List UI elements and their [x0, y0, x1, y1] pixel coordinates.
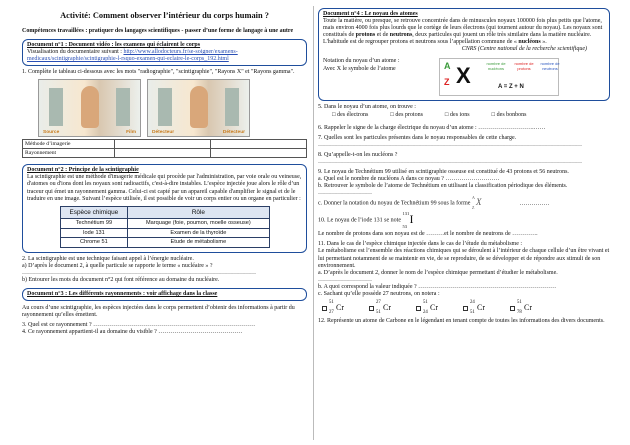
document-1: [22, 39, 307, 66]
q1-answer-table: [22, 139, 307, 158]
checkbox[interactable]: [463, 306, 468, 311]
detector-plate-right: [225, 88, 239, 126]
detector-plate-left: [158, 88, 172, 126]
question-2b: b) Entourer les mots du document n°2 qui font référence au domaine du nucléaire.: [22, 277, 220, 284]
caption-film: Film: [126, 129, 136, 135]
checkbox[interactable]: [510, 306, 515, 311]
isotope-mass: 24: [470, 300, 475, 306]
document-1-body: [27, 49, 302, 63]
isotope-option[interactable]: [463, 301, 496, 315]
answer-line-9c[interactable]: ……………: [519, 200, 550, 207]
isotope-option[interactable]: [369, 301, 402, 315]
isotope-atomic: 51: [470, 310, 475, 316]
nucleus-notation-row: [323, 58, 605, 96]
doc4-text-part: Toute la matière, ou presque, se retrouve concentrée dans de minuscules noyaux 100000 fois plus petits que l'atome, mais environ 4000 fois plus lourds que le cortège de leurs électrons (qui tournent autour du noyau). Les noyaux sont constitués de: [323, 18, 603, 39]
competences: Compétences travaillées : pratiquer des langages scientifiques - passer d’une forme de langage à une autre: [22, 27, 294, 34]
question-4[interactable]: 4. Ce rayonnement appartient-il au domaine du visible ? ……………………………………: [22, 328, 243, 335]
question-9a[interactable]: a. Quel est le nombre de nucléons A dans ce noyau ? ………………………: [318, 176, 500, 183]
isotope-mass: 51: [423, 300, 428, 306]
isotope-atomic: 78: [517, 310, 522, 316]
answer-line-2a[interactable]: ………………………………………………………………………………………………………: [22, 270, 256, 277]
element-symbol: X: [456, 63, 471, 89]
notation-symbol-note: Avec X le symbole de l’atome: [323, 65, 396, 72]
document-4-source: CNRS (Centre national de la recherche scientifique): [461, 46, 587, 53]
species-cell: Iode 131: [60, 228, 128, 238]
option-ions[interactable]: □ des ions: [444, 111, 470, 118]
radiography-photo: [38, 79, 141, 137]
table-row: [60, 228, 269, 238]
doc4-text-part: et de: [375, 32, 390, 39]
isotope-element: Cr: [383, 303, 391, 313]
question-5: 5. Dans le noyau d’un atome, on trouve :: [318, 104, 416, 111]
question-2a: a) D’après le document 2, à quelle particule se rapporte le terme « nucléaire » ?: [22, 263, 213, 270]
label-nucleons: nombre de nucléons: [486, 61, 506, 72]
scintigraphy-photo: [147, 79, 250, 137]
doc4-text-part: L'habitude est de regrouper protons et neutrons sous l’appellation commune de «: [323, 39, 519, 46]
nucleus-notation-diagram: [439, 58, 559, 96]
checkbox[interactable]: [416, 306, 421, 311]
document-4-heading: Document n°4 : Le noyau des atomes: [323, 11, 418, 17]
question-10-answer[interactable]: Le nombre de protons dans son noyau est de ………et le nombre de neutrons de ………….: [318, 231, 538, 238]
isotope-mass: 51: [329, 300, 334, 306]
notation-text: [323, 58, 435, 72]
question-12: 12. Représente un atome de Carbone en le légendant en tenant compte de toutes les informations des divers documents.: [318, 318, 605, 325]
question-11: 11. Dans le cas de l’espèce chimique injectée dans le cas de l’étude du métabolisme :: [318, 241, 523, 248]
imaging-photos: [38, 79, 307, 137]
question-11-text: Le métabolisme est l’ensemble des réactions chimiques qui se déroulent à l’intérieur de chaque cellule d’un être vivant et lui permettant notamment de se maintenir en vie, de se reproduire, de se développer et de répondre aux stimuli de son environnement.: [318, 248, 610, 269]
isotope-atomic: 51: [376, 310, 381, 316]
protons-term: protons: [355, 32, 376, 39]
document-2-heading: Document n°2 : Principe de la scintigraphie: [27, 167, 139, 174]
header-role: Rôle: [128, 206, 269, 219]
chemical-species-table: [60, 206, 270, 248]
answer-cell-method-1[interactable]: [115, 140, 211, 149]
question-10: 10. Le noyau de l’iode 131 se note: [318, 217, 401, 224]
nucleons-term: nucléons: [518, 39, 541, 46]
neutrons-term: neutrons: [389, 32, 413, 39]
question-6[interactable]: 6. Rappeler le signe de la charge électrique du noyau d’un atome : ……………………….……: [318, 124, 546, 131]
document-4-text: [323, 18, 605, 39]
role-cell: Examen de la thyroïde: [128, 228, 269, 238]
mass-number-symbol: A: [444, 61, 451, 72]
question-9b[interactable]: b. Retrouver le symbole de l’atome de Technétium en utilisant la classification périodique des éléments. ………………………: [318, 183, 568, 197]
question-11a[interactable]: a. D’après le document 2, donner le nom de l’espèce chimique permettant d’étudier le métabolisme. ………………………: [318, 269, 558, 283]
role-cell: Etude de métabolisme: [128, 238, 269, 248]
question-9c: c. Donner la notation du noyau de Technétium 99 sous la forme: [318, 200, 471, 207]
question-10-row: [318, 212, 610, 228]
doc4-text-part: ».: [540, 39, 547, 46]
question-11b[interactable]: b. A quoi correspond la valeur indiquée ? ……………………………………………………………: [318, 283, 557, 290]
isotope-atomic: 24: [423, 310, 428, 316]
caption-detector-left: Détecteur: [152, 129, 175, 135]
notation-form-symbol: A Z X: [471, 195, 482, 210]
video-link[interactable]: http://www.allodocteurs.fr/se-soigner/examens-medicaux/scintigraphie/scintigraphie-l-rsquo-examen-qui-eclaire-le-corps_192.html: [27, 49, 238, 63]
iodine-notation: [402, 212, 420, 228]
document-3-heading: Document n°3 : Les différents rayonnements : voir affichage dans la classe: [27, 291, 218, 298]
question-9c-row: [318, 197, 610, 209]
nucleon-equation: A = Z + N: [498, 84, 524, 91]
question-1: 1. Complète le tableau ci-dessous avec les mots "radiographie", "scintigraphie", "Rayons X" et "Rayons gamma".: [22, 69, 295, 76]
answer-cell-radiation-1[interactable]: [115, 149, 211, 158]
species-cell: Chrome 51: [60, 238, 128, 248]
isotope-element: Cr: [336, 303, 344, 313]
question-11c: c. Sachant qu’elle possède 27 neutrons, on notera :: [318, 290, 440, 297]
header-species: Espèce chimique: [60, 206, 128, 219]
isotope-mass: 51: [517, 300, 522, 306]
patient-figure-2: [190, 86, 208, 128]
answer-line-8[interactable]: ……………………………………………………………………………………………………………………: [318, 158, 582, 165]
table-row: [23, 149, 307, 158]
question-3[interactable]: 3. Quel est ce rayonnement ? ………………………………………………………………………: [22, 321, 256, 328]
label-protons: nombre de protons: [514, 61, 534, 72]
isotope-atomic: 27: [329, 310, 334, 316]
question-7: 7. Quelles sont les particules présentes dans le noyau responsables de cette charge.: [318, 134, 517, 141]
document-4: [318, 8, 610, 101]
iodine-atomic-number: 53: [402, 224, 407, 230]
species-cell: Technétium 99: [60, 219, 128, 229]
table-header-row: [60, 206, 269, 219]
doc4-text-part: , deux particules qui jouent un rôle très similaire dans la matière nucléaire.: [412, 32, 592, 39]
option-protons[interactable]: □ des protons: [390, 111, 423, 118]
isotope-option[interactable]: [510, 301, 543, 315]
question-2: 2. La scintigraphie est une technique faisant appel à l’énergie nucléaire.: [22, 256, 194, 263]
checkbox[interactable]: [369, 306, 374, 311]
film-plate: [116, 88, 130, 126]
document-3: [22, 288, 307, 301]
row-label-radiation: Rayonnement: [23, 149, 115, 158]
caption-source: Source: [43, 129, 60, 135]
document-3-text: Au cours d’une scintigraphie, les espèces injectées dans le corps permettent d’obtenir des informations à partir du rayonnement qu’elles émettent.: [22, 305, 295, 319]
role-cell: Marquage (foie, poumon, moelle osseuse): [128, 219, 269, 229]
isotope-option[interactable]: [322, 301, 355, 315]
document-2: [22, 164, 307, 253]
document-2-text: La scintigraphie est une méthode d'imagerie médicale qui procède par l'administration, par voie orale ou veineuse, d'atomes ou d'ions dont les noyaux sont radioactifs, c'est-à-dire instables. L’espèce injectée joue alors le rôle d’un traceur qui émet un rayonnement gamma. Celui-ci est capté par un appareil capable d'amplifier le signal et de le traduire en une image. Suivant l’espèce utilisée, il est possible de voir un corps entier ou un organe en particulier :: [27, 174, 302, 202]
table-row: [23, 140, 307, 149]
row-label-method: Méthode d’imagerie: [23, 140, 115, 149]
table-row: [60, 238, 269, 248]
isotope-option[interactable]: [416, 301, 449, 315]
document-1-intro: Visualisation du documentaire suivant :: [27, 49, 122, 56]
scintigraphy-captions: [152, 130, 245, 136]
page-title: Activité: Comment observer l’intérieur du corps humain ?: [60, 11, 269, 20]
document-1-heading: Document n°1 : Document vidéo : les examens qui éclairent le corps: [27, 41, 201, 48]
answer-cell-method-2[interactable]: [211, 140, 307, 149]
checkbox[interactable]: [322, 306, 327, 311]
isotope-element: Cr: [477, 303, 485, 313]
patient-figure: [81, 86, 99, 128]
table-row: [60, 219, 269, 229]
atomic-number-symbol: Z: [444, 77, 450, 88]
question-8: 8. Qu’appelle-t-on les nucléons ?: [318, 151, 398, 158]
column-divider: [313, 6, 314, 440]
left-column: [22, 8, 307, 336]
right-column: [318, 8, 610, 325]
isotope-element: Cr: [524, 303, 532, 313]
isotope-element: Cr: [430, 303, 438, 313]
chromium-isotope-options: [322, 301, 610, 315]
isotope-mass: 27: [376, 300, 381, 306]
iodine-mass-number: 131: [402, 211, 410, 217]
source-plate: [49, 88, 63, 126]
radiography-captions: [43, 130, 136, 136]
label-neutrons: nombre de neutrons: [540, 61, 560, 72]
question-5-options: [332, 112, 610, 119]
answer-line-7[interactable]: ……………………………………………………………………………………………………………………: [318, 141, 582, 148]
answer-cell-radiation-2[interactable]: [211, 149, 307, 158]
iodine-symbol: I: [409, 212, 414, 227]
option-electrons[interactable]: □ des électrons: [332, 111, 369, 118]
notation-label: Notation du noyau d’un atome :: [323, 58, 400, 65]
question-9: 9. Le noyau de Technétium 99 utilisé en scintigraphie osseuse est constitué de 43 protons et 56 neutrons.: [318, 169, 569, 176]
caption-detector-right: Détecteur: [222, 129, 245, 135]
option-bonbons[interactable]: □ des bonbons: [491, 111, 527, 118]
